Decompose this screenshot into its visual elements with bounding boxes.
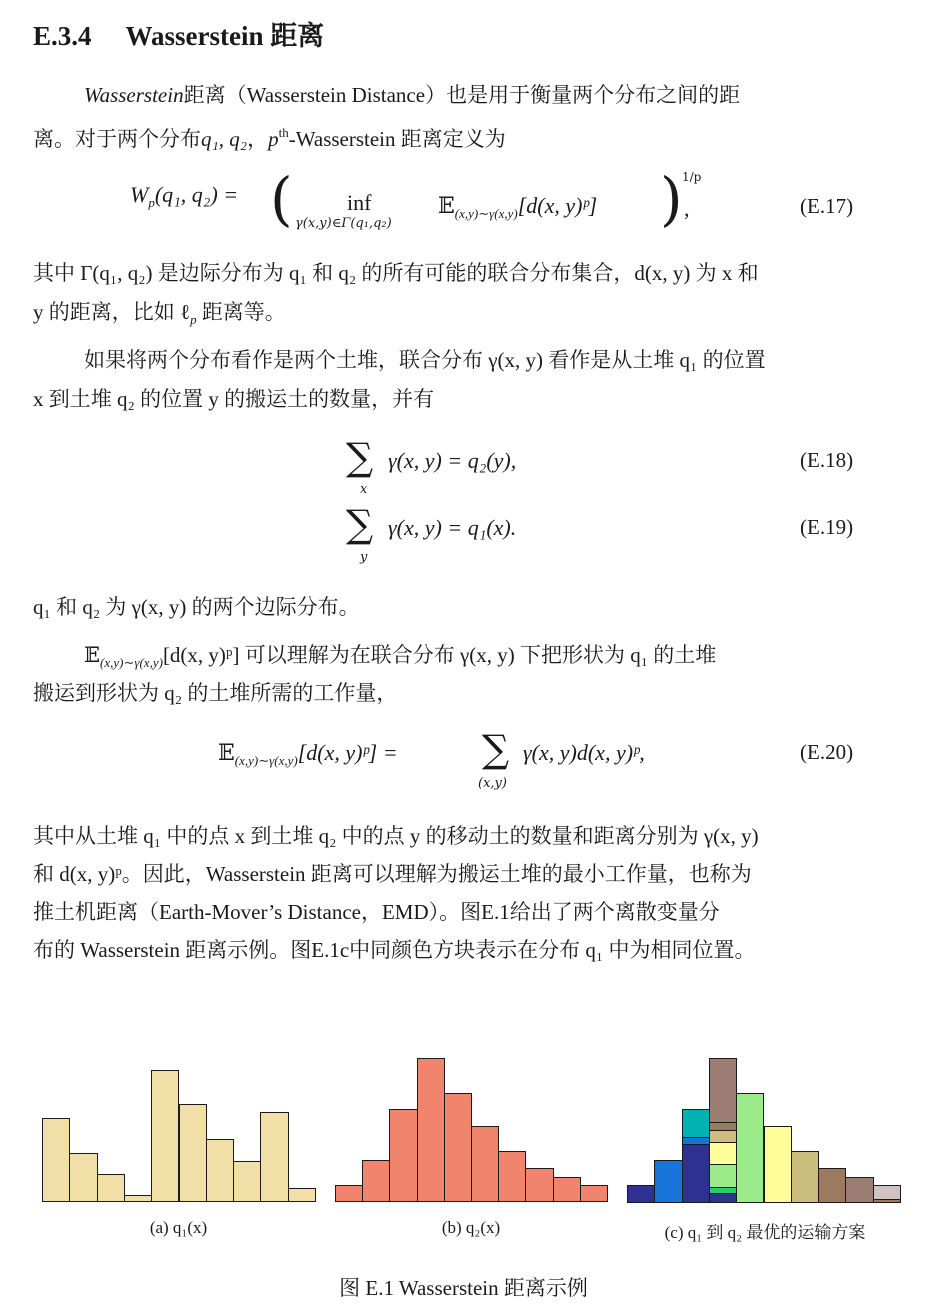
transport-segment bbox=[709, 1193, 737, 1203]
transport-segment bbox=[709, 1142, 737, 1165]
transport-segment bbox=[709, 1164, 737, 1188]
histogram-bar bbox=[444, 1093, 472, 1202]
equation-e18: γ(x, y) = q₂(y), bbox=[388, 448, 517, 473]
paragraph-6-line-4: 布的 Wasserstein 距离示例。图E.1c中同颜色方块表示在分布 q₁ 中为相同位置。 bbox=[33, 938, 756, 962]
math: [d(x, y)ᵖ] = bbox=[297, 740, 398, 765]
histogram-bar bbox=[580, 1185, 608, 1202]
histogram-bar bbox=[260, 1112, 288, 1202]
histogram-bar bbox=[471, 1126, 499, 1202]
section-number: E.3.4 bbox=[33, 21, 92, 51]
expectation bbox=[438, 193, 597, 222]
paragraph-2-line-1: 其中 Γ(q₁, q₂) 是边际分布为 q₁ 和 q₂ 的所有可能的联合分布集合，d(x, y) 为 x 和 bbox=[33, 261, 759, 285]
transport-segment bbox=[709, 1122, 737, 1131]
paragraph-6-line-1: 其中从土堆 q₁ 中的点 x 到土堆 q₂ 中的点 y 的移动土的数量和距离分别为 γ(x, y) bbox=[33, 824, 759, 848]
sum-symbol: ∑ bbox=[346, 435, 374, 479]
equation-e19: γ(x, y) = q₁(x). bbox=[388, 515, 517, 540]
subscript: (x,y)∼γ(x,y) bbox=[100, 655, 163, 670]
math: 𝔼 bbox=[84, 643, 101, 667]
histogram-bar bbox=[553, 1177, 581, 1202]
histogram-bar bbox=[69, 1153, 97, 1202]
transport-segment bbox=[845, 1177, 873, 1203]
equation-label-e17: (E.17) bbox=[800, 194, 854, 218]
math: p bbox=[268, 127, 279, 151]
transport-segment bbox=[654, 1160, 682, 1203]
histogram-bar bbox=[42, 1118, 70, 1202]
transport-segment bbox=[873, 1185, 901, 1200]
sum-symbol: ∑ bbox=[346, 502, 374, 546]
subscript: p bbox=[148, 195, 155, 210]
subscript: p bbox=[190, 312, 197, 327]
text: 离。对于两个分布 bbox=[33, 127, 201, 151]
transport-segment bbox=[682, 1137, 710, 1145]
histogram-bar bbox=[97, 1174, 125, 1202]
math: W bbox=[130, 182, 149, 207]
histogram-bar bbox=[206, 1139, 234, 1202]
trailing-comma: , bbox=[684, 196, 690, 221]
inf-operator: inf bbox=[347, 190, 372, 215]
histogram-bar bbox=[362, 1160, 390, 1202]
histogram-bar bbox=[124, 1195, 152, 1202]
sum-subscript: (x,y) bbox=[478, 776, 507, 791]
math: 𝔼 bbox=[218, 740, 235, 765]
sum-subscript: x bbox=[360, 482, 368, 497]
math: [d(x, y)ᵖ] bbox=[517, 193, 598, 218]
histogram-bar bbox=[179, 1104, 207, 1202]
chart-transport-plan bbox=[627, 1050, 900, 1202]
equation-label-e18: (E.18) bbox=[800, 448, 854, 472]
transport-segment bbox=[627, 1185, 655, 1203]
transport-segment bbox=[709, 1130, 737, 1143]
text: y 的距离，比如 ℓ bbox=[33, 300, 191, 324]
equation-label-e19: (E.19) bbox=[800, 515, 854, 539]
equation-e20-lhs bbox=[218, 740, 398, 769]
transport-segment bbox=[791, 1151, 819, 1203]
text: -Wasserstein 距离定义为 bbox=[288, 127, 506, 151]
subcaption-c: (c) q₁ 到 q₂ 最优的运输方案 bbox=[664, 1223, 866, 1242]
paragraph-1-line-1 bbox=[84, 76, 740, 114]
chart-q1-histogram bbox=[42, 1050, 315, 1202]
subscript: (x,y)∼γ(x,y) bbox=[234, 753, 298, 768]
sum-symbol: ∑ bbox=[482, 727, 510, 771]
text: 距离（Wasserstein Distance）也是用于衡量两个分布之间的距 bbox=[183, 83, 741, 107]
text: 距离等。 bbox=[196, 300, 286, 324]
transport-segment bbox=[682, 1109, 710, 1138]
histogram-bar bbox=[151, 1070, 179, 1202]
chart-q2-histogram bbox=[335, 1050, 607, 1202]
transport-segment bbox=[764, 1126, 792, 1203]
transport-segment bbox=[709, 1058, 737, 1123]
italic-term: Wasserstein bbox=[84, 83, 184, 107]
histogram-bar bbox=[417, 1058, 445, 1202]
equation-label-e20: (E.20) bbox=[800, 740, 854, 764]
paragraph-4: q₁ 和 q₂ 为 γ(x, y) 的两个边际分布。 bbox=[33, 595, 360, 619]
left-paren: ( bbox=[270, 165, 293, 233]
sum-subscript: y bbox=[360, 550, 368, 565]
math: 𝔼 bbox=[438, 193, 455, 218]
text: [d(x, y)ᵖ] 可以理解为在联合分布 γ(x, y) 下把形状为 q₁ 的土堆 bbox=[162, 643, 717, 667]
transport-segment bbox=[736, 1093, 764, 1203]
transport-segment bbox=[709, 1187, 737, 1194]
histogram-bar bbox=[288, 1188, 316, 1202]
transport-segment bbox=[818, 1168, 846, 1203]
section-heading bbox=[33, 14, 324, 53]
paragraph-6-line-2: 和 d(x, y)ᵖ。因此，Wasserstein 距离可以理解为搬运土堆的最小工作量，也称为 bbox=[33, 862, 752, 886]
math: (q₁, q₂) = bbox=[154, 182, 239, 207]
subscript: (x,y)∼γ(x,y) bbox=[454, 206, 518, 221]
subcaption-b: (b) q₂(x) bbox=[441, 1218, 501, 1237]
paragraph-2-line-2 bbox=[33, 293, 286, 339]
text: ， bbox=[247, 127, 269, 151]
equation-e20-rhs: γ(x, y)d(x, y)ᵖ, bbox=[523, 740, 645, 765]
subcaption-a: (a) q₁(x) bbox=[149, 1218, 208, 1237]
paragraph-3-line-1: 如果将两个分布看作是两个土堆，联合分布 γ(x, y) 看作是从土堆 q₁ 的位置 bbox=[84, 348, 766, 372]
paragraph-5-line-2: 搬运到形状为 q₂ 的土堆所需的工作量， bbox=[33, 681, 398, 705]
section-title: Wasserstein 距离 bbox=[125, 21, 325, 51]
equation-e17 bbox=[130, 182, 238, 211]
histogram-bar bbox=[389, 1109, 417, 1202]
paragraph-3-line-2: x 到土堆 q₂ 的位置 y 的搬运土的数量，并有 bbox=[33, 387, 435, 411]
transport-segment bbox=[682, 1144, 710, 1203]
histogram-bar bbox=[498, 1151, 526, 1202]
figure-caption: 图 E.1 Wasserstein 距离示例 bbox=[339, 1276, 588, 1300]
right-paren: ) bbox=[660, 165, 683, 233]
paragraph-1-line-2 bbox=[33, 114, 506, 158]
exponent: 1/p bbox=[682, 170, 702, 184]
paragraph-6-line-3: 推土机距离（Earth-Mover’s Distance，EMD）。图E.1给出了两个离散变量分 bbox=[33, 900, 720, 924]
inf-subscript: γ(x,y)∈Γ(q₁,q₂) bbox=[295, 216, 392, 231]
superscript: th bbox=[278, 125, 289, 140]
math: q₁, q₂ bbox=[201, 127, 248, 151]
histogram-bar bbox=[525, 1168, 553, 1202]
histogram-bar bbox=[233, 1161, 261, 1202]
histogram-bar bbox=[335, 1185, 363, 1202]
